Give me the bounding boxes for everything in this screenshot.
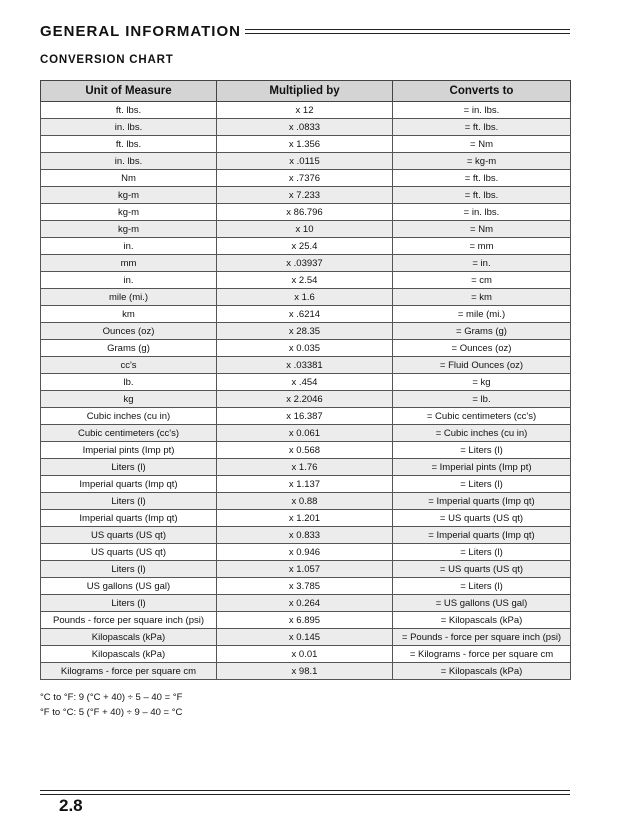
converts-to-cell: = Liters (l) bbox=[393, 442, 571, 459]
unit-cell: Imperial pints (Imp pt) bbox=[41, 442, 217, 459]
column-header-converts-to: Converts to bbox=[393, 81, 571, 102]
unit-cell: mm bbox=[41, 255, 217, 272]
table-row bbox=[41, 255, 571, 272]
unit-cell: lb. bbox=[41, 374, 217, 391]
converts-to-cell: = Fluid Ounces (oz) bbox=[393, 357, 571, 374]
multiplier-cell: x 0.568 bbox=[217, 442, 393, 459]
multiplier-cell: x 1.6 bbox=[217, 289, 393, 306]
unit-cell: US quarts (US qt) bbox=[41, 527, 217, 544]
unit-cell: Cubic centimeters (cc's) bbox=[41, 425, 217, 442]
unit-cell: kg bbox=[41, 391, 217, 408]
unit-cell: Liters (l) bbox=[41, 493, 217, 510]
table-row bbox=[41, 289, 571, 306]
page-title: GENERAL INFORMATION bbox=[40, 22, 245, 42]
multiplier-cell: x 3.785 bbox=[217, 578, 393, 595]
multiplier-cell: x 0.946 bbox=[217, 544, 393, 561]
table-row bbox=[41, 170, 571, 187]
table-body bbox=[41, 102, 571, 680]
header-rule bbox=[242, 29, 570, 34]
formula-f-to-c: °F to °C: 5 (°F + 40) ÷ 9 – 40 = °C bbox=[40, 707, 183, 718]
multiplier-cell: x .0833 bbox=[217, 119, 393, 136]
multiplier-cell: x .03381 bbox=[217, 357, 393, 374]
unit-cell: in. bbox=[41, 272, 217, 289]
converts-to-cell: = Liters (l) bbox=[393, 578, 571, 595]
table-row bbox=[41, 204, 571, 221]
unit-cell: Nm bbox=[41, 170, 217, 187]
converts-to-cell: = US gallons (US gal) bbox=[393, 595, 571, 612]
multiplier-cell: x 1.137 bbox=[217, 476, 393, 493]
converts-to-cell: = ft. lbs. bbox=[393, 119, 571, 136]
table-row bbox=[41, 119, 571, 136]
multiplier-cell: x 98.1 bbox=[217, 663, 393, 680]
page-number: 2.8 bbox=[53, 796, 89, 816]
converts-to-cell: = ft. lbs. bbox=[393, 170, 571, 187]
page-header bbox=[40, 22, 570, 42]
multiplier-cell: x 7.233 bbox=[217, 187, 393, 204]
table-row bbox=[41, 527, 571, 544]
converts-to-cell: = ft. lbs. bbox=[393, 187, 571, 204]
table-row bbox=[41, 442, 571, 459]
table-row bbox=[41, 578, 571, 595]
table-row bbox=[41, 544, 571, 561]
multiplier-cell: x 12 bbox=[217, 102, 393, 119]
unit-cell: Cubic inches (cu in) bbox=[41, 408, 217, 425]
multiplier-cell: x .454 bbox=[217, 374, 393, 391]
converts-to-cell: = Cubic centimeters (cc's) bbox=[393, 408, 571, 425]
converts-to-cell: = Imperial quarts (Imp qt) bbox=[393, 527, 571, 544]
converts-to-cell: = cm bbox=[393, 272, 571, 289]
column-header-multiplier: Multiplied by bbox=[217, 81, 393, 102]
multiplier-cell: x 25.4 bbox=[217, 238, 393, 255]
table-row bbox=[41, 272, 571, 289]
table-row bbox=[41, 408, 571, 425]
table-header-row bbox=[41, 81, 571, 102]
unit-cell: in. lbs. bbox=[41, 119, 217, 136]
table-row bbox=[41, 221, 571, 238]
multiplier-cell: x 0.264 bbox=[217, 595, 393, 612]
converts-to-cell: = Kilograms - force per square cm bbox=[393, 646, 571, 663]
table-row bbox=[41, 459, 571, 476]
multiplier-cell: x 0.833 bbox=[217, 527, 393, 544]
multiplier-cell: x 0.035 bbox=[217, 340, 393, 357]
multiplier-cell: x 1.356 bbox=[217, 136, 393, 153]
unit-cell: Imperial quarts (Imp qt) bbox=[41, 510, 217, 527]
unit-cell: km bbox=[41, 306, 217, 323]
table-row bbox=[41, 510, 571, 527]
converts-to-cell: = Cubic inches (cu in) bbox=[393, 425, 571, 442]
multiplier-cell: x 1.201 bbox=[217, 510, 393, 527]
converts-to-cell: = Grams (g) bbox=[393, 323, 571, 340]
section-title: CONVERSION CHART bbox=[40, 54, 174, 66]
unit-cell: Kilopascals (kPa) bbox=[41, 646, 217, 663]
temperature-formulas bbox=[40, 690, 182, 720]
converts-to-cell: = mm bbox=[393, 238, 571, 255]
converts-to-cell: = mile (mi.) bbox=[393, 306, 571, 323]
multiplier-cell: x .0115 bbox=[217, 153, 393, 170]
unit-cell: US quarts (US qt) bbox=[41, 544, 217, 561]
converts-to-cell: = US quarts (US qt) bbox=[393, 561, 571, 578]
multiplier-cell: x .7376 bbox=[217, 170, 393, 187]
table-row bbox=[41, 102, 571, 119]
unit-cell: in. bbox=[41, 238, 217, 255]
multiplier-cell: x 2.54 bbox=[217, 272, 393, 289]
table-row bbox=[41, 663, 571, 680]
table-row bbox=[41, 136, 571, 153]
converts-to-cell: = Pounds - force per square inch (psi) bbox=[393, 629, 571, 646]
converts-to-cell: = kg bbox=[393, 374, 571, 391]
converts-to-cell: = Liters (l) bbox=[393, 544, 571, 561]
multiplier-cell: x 28.35 bbox=[217, 323, 393, 340]
multiplier-cell: x 16.387 bbox=[217, 408, 393, 425]
unit-cell: cc's bbox=[41, 357, 217, 374]
converts-to-cell: = lb. bbox=[393, 391, 571, 408]
unit-cell: ft. lbs. bbox=[41, 136, 217, 153]
table-row bbox=[41, 646, 571, 663]
formula-c-to-f: °C to °F: 9 (°C + 40) ÷ 5 – 40 = °F bbox=[40, 692, 183, 703]
converts-to-cell: = Imperial pints (Imp pt) bbox=[393, 459, 571, 476]
table-row bbox=[41, 595, 571, 612]
unit-cell: Liters (l) bbox=[41, 561, 217, 578]
table-row bbox=[41, 629, 571, 646]
converts-to-cell: = in. bbox=[393, 255, 571, 272]
table-row bbox=[41, 612, 571, 629]
table-row bbox=[41, 391, 571, 408]
footer-rule bbox=[40, 790, 570, 795]
multiplier-cell: x .03937 bbox=[217, 255, 393, 272]
table-row bbox=[41, 357, 571, 374]
multiplier-cell: x 86.796 bbox=[217, 204, 393, 221]
table-row bbox=[41, 153, 571, 170]
table-row bbox=[41, 476, 571, 493]
unit-cell: Pounds - force per square inch (psi) bbox=[41, 612, 217, 629]
unit-cell: Kilopascals (kPa) bbox=[41, 629, 217, 646]
column-header-unit: Unit of Measure bbox=[41, 81, 217, 102]
multiplier-cell: x 1.76 bbox=[217, 459, 393, 476]
multiplier-cell: x 0.88 bbox=[217, 493, 393, 510]
multiplier-cell: x 0.01 bbox=[217, 646, 393, 663]
converts-to-cell: = Nm bbox=[393, 136, 571, 153]
table-row bbox=[41, 238, 571, 255]
table-row bbox=[41, 374, 571, 391]
unit-cell: Liters (l) bbox=[41, 595, 217, 612]
table-row bbox=[41, 306, 571, 323]
table-row bbox=[41, 561, 571, 578]
converts-to-cell: = kg-m bbox=[393, 153, 571, 170]
unit-cell: kg-m bbox=[41, 204, 217, 221]
table-row bbox=[41, 323, 571, 340]
multiplier-cell: x 10 bbox=[217, 221, 393, 238]
converts-to-cell: = in. lbs. bbox=[393, 204, 571, 221]
table-row bbox=[41, 340, 571, 357]
multiplier-cell: x .6214 bbox=[217, 306, 393, 323]
table-row bbox=[41, 493, 571, 510]
converts-to-cell: = in. lbs. bbox=[393, 102, 571, 119]
unit-cell: Liters (l) bbox=[41, 459, 217, 476]
table-row bbox=[41, 187, 571, 204]
unit-cell: ft. lbs. bbox=[41, 102, 217, 119]
unit-cell: in. lbs. bbox=[41, 153, 217, 170]
unit-cell: kg-m bbox=[41, 187, 217, 204]
converts-to-cell: = Nm bbox=[393, 221, 571, 238]
converts-to-cell: = Imperial quarts (Imp qt) bbox=[393, 493, 571, 510]
converts-to-cell: = US quarts (US qt) bbox=[393, 510, 571, 527]
unit-cell: Kilograms - force per square cm bbox=[41, 663, 217, 680]
converts-to-cell: = Kilopascals (kPa) bbox=[393, 612, 571, 629]
multiplier-cell: x 0.145 bbox=[217, 629, 393, 646]
unit-cell: Ounces (oz) bbox=[41, 323, 217, 340]
converts-to-cell: = Ounces (oz) bbox=[393, 340, 571, 357]
unit-cell: kg-m bbox=[41, 221, 217, 238]
multiplier-cell: x 6.895 bbox=[217, 612, 393, 629]
converts-to-cell: = km bbox=[393, 289, 571, 306]
multiplier-cell: x 1.057 bbox=[217, 561, 393, 578]
unit-cell: Grams (g) bbox=[41, 340, 217, 357]
table-row bbox=[41, 425, 571, 442]
unit-cell: Imperial quarts (Imp qt) bbox=[41, 476, 217, 493]
unit-cell: mile (mi.) bbox=[41, 289, 217, 306]
multiplier-cell: x 0.061 bbox=[217, 425, 393, 442]
multiplier-cell: x 2.2046 bbox=[217, 391, 393, 408]
conversion-table bbox=[40, 80, 571, 680]
converts-to-cell: = Kilopascals (kPa) bbox=[393, 663, 571, 680]
unit-cell: US gallons (US gal) bbox=[41, 578, 217, 595]
converts-to-cell: = Liters (l) bbox=[393, 476, 571, 493]
